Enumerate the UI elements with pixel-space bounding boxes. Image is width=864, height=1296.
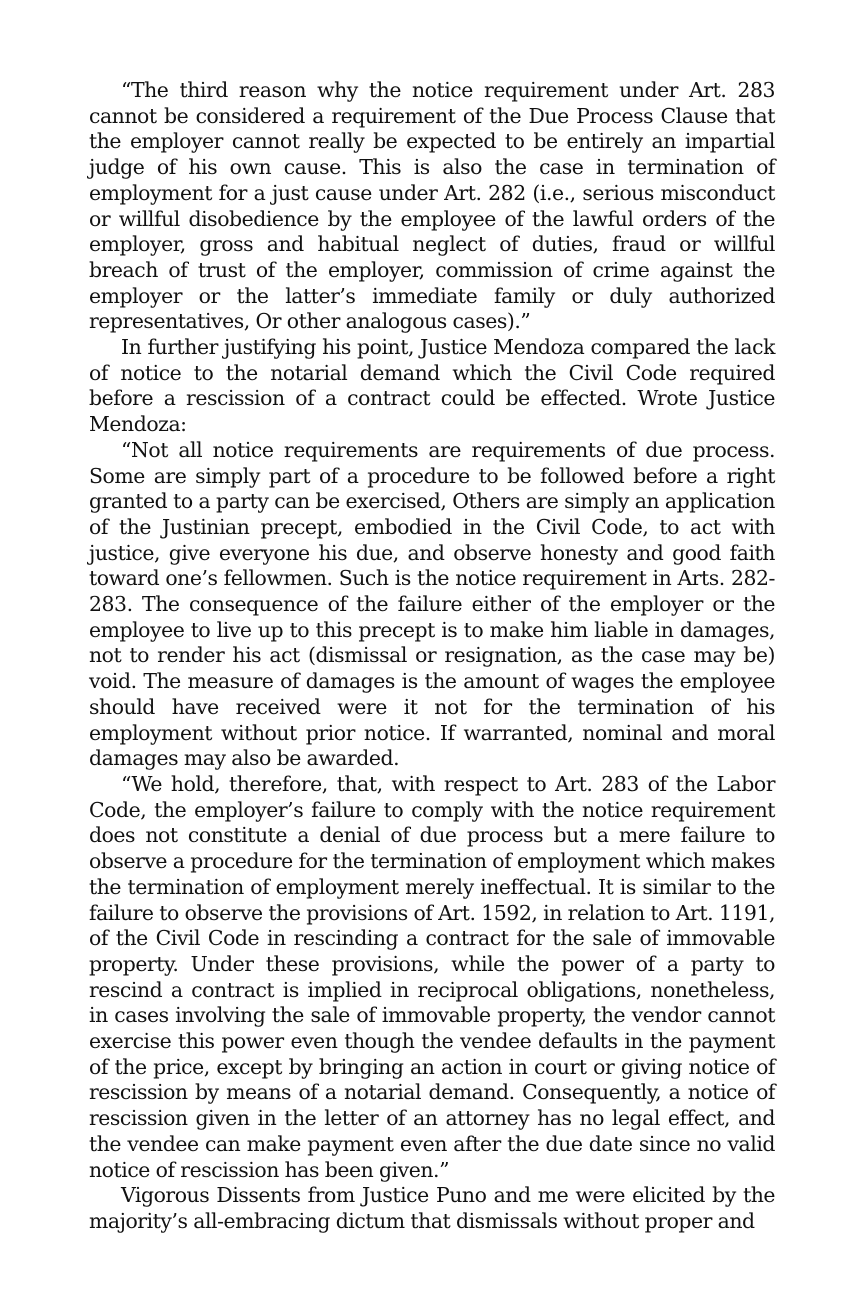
paragraph-vigorous-dissents: Vigorous Dissents from Justice Puno and me were elicited by the majority’s all-embracing dictum that dismissals without proper and (89, 1183, 775, 1233)
paragraph-justifying-point: In further justifying his point, Justice Mendoza compared the lack of notice to the notarial demand which the Civil Code required before a rescission of a contract could be effected. Wrote Justice Mendoza: (89, 335, 775, 437)
paragraph-quote-third-reason: “The third reason why the notice requirement under Art. 283 cannot be considered a requirement of the Due Process Clause that the employer cannot really be expected to be entirely an impartial judge of his own cause. This is also the case in termination of employment for a just cause under Art. 282 (i.e., serious misconduct or willful disobedience by the employee of the lawful orders of the employer, gross and habitual neglect of duties, fraud or willful breach of trust of the employer, commission of crime against the employer or the latter’s immediate family or duly authorized representatives, Or other analogous cases).” (89, 78, 775, 334)
paragraph-quote-we-hold: “We hold, therefore, that, with respect to Art. 283 of the Labor Code, the employer’s failure to comply with the notice requirement does not constitute a denial of due process but a mere failure to observe a procedure for the termination of employment which makes the termination of employment merely ineffectual. It is similar to the failure to observe the provisions of Art. 1592, in relation to Art. 1191, of the Civil Code in rescinding a contract for the sale of immovable property. Under these provisions, while the power of a party to rescind a contract is implied in reciprocal obligations, nonetheless, in cases involving the sale of immovable property, the vendor cannot exercise this power even though the vendee defaults in the payment of the price, except by bringing an action in court or giving notice of rescission by means of a notarial demand. Consequently, a notice of rescission given in the letter of an attorney has no legal effect, and the vendee can make payment even after the due date since no valid notice of rescission has been given.” (89, 771, 775, 1182)
paragraph-quote-notice-requirements: “Not all notice requirements are requirements of due process. Some are simply part of a procedure to be followed before a right granted to a party can be exercised, Others are simply an application of the Justinian precept, embodied in the Civil Code, to act with justice, give everyone his due, and observe honesty and good faith toward one’s fellowmen. Such is the notice requirement in Arts. 282-283. The consequence of the failure either of the employer or the employee to live up to this precept is to make him liable in damages, not to render his act (dismissal or resignation, as the case may be) void. The measure of damages is the amount of wages the employee should have received were it not for the termination of his employment without prior notice. If warranted, nominal and moral damages may also be awarded. (89, 437, 775, 771)
document-page (89, 78, 775, 1235)
